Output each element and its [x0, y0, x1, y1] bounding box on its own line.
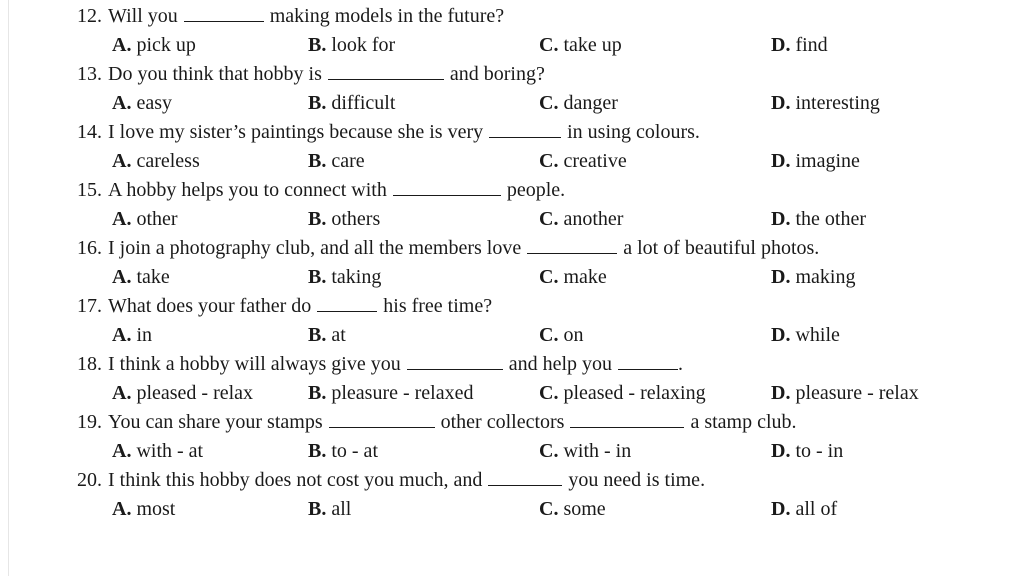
stem-text: and help you — [508, 353, 613, 375]
question-number: 19. — [77, 411, 102, 433]
question-15 — [0, 177, 1024, 235]
option-c: C. pleased - relaxing — [539, 382, 706, 404]
question-stem — [77, 119, 700, 145]
question-stem — [77, 235, 819, 261]
question-number: 14. — [77, 121, 102, 143]
stem-text: making models in the future? — [269, 5, 505, 27]
stem-text: other collectors — [440, 411, 565, 433]
option-a: A. in — [112, 324, 153, 346]
stem-text: his free time? — [383, 295, 493, 317]
option-d: D. imagine — [771, 150, 860, 172]
option-a: A. most — [112, 498, 176, 520]
option-a: A. pleased - relax — [112, 382, 254, 404]
option-d: D. the other — [771, 208, 866, 230]
question-stem — [77, 3, 504, 29]
option-b: B. pleasure - relaxed — [308, 382, 474, 404]
option-b: B. all — [308, 498, 352, 520]
stem-text: you need is time. — [568, 469, 706, 491]
stem-text: What does your father do — [108, 295, 312, 317]
answer-blank — [184, 5, 264, 22]
question-number: 16. — [77, 237, 102, 259]
stem-text: A hobby helps you to connect with — [108, 179, 387, 201]
option-b: B. look for — [308, 34, 396, 56]
option-a: A. with - at — [112, 440, 204, 462]
option-d: D. interesting — [771, 92, 880, 114]
option-d: D. find — [771, 34, 828, 56]
question-stem — [77, 177, 565, 203]
options-row — [0, 380, 1024, 406]
answer-blank — [328, 63, 444, 80]
stem-text: I think this hobby does not cost you much, and — [108, 469, 483, 491]
option-c: C. some — [539, 498, 606, 520]
question-stem — [77, 61, 545, 87]
option-c: C. with - in — [539, 440, 632, 462]
option-c: C. creative — [539, 150, 627, 172]
option-a: A. take — [112, 266, 170, 288]
question-number: 12. — [77, 5, 102, 27]
stem-text: in using colours. — [567, 121, 700, 143]
option-d: D. all of — [771, 498, 838, 520]
stem-text: I think a hobby will always give you — [108, 353, 401, 375]
option-b: B. difficult — [308, 92, 396, 114]
answer-blank — [488, 469, 562, 486]
question-13 — [0, 61, 1024, 119]
stem-text: Will you — [108, 5, 178, 27]
question-20 — [0, 467, 1024, 525]
option-c: C. on — [539, 324, 584, 346]
answer-blank — [527, 237, 617, 254]
options-row — [0, 90, 1024, 116]
question-19 — [0, 409, 1024, 467]
option-a: A. pick up — [112, 34, 196, 56]
stem-text: and boring? — [449, 63, 545, 85]
answer-blank — [329, 411, 435, 428]
option-c: C. make — [539, 266, 607, 288]
answer-blank — [489, 121, 561, 138]
stem-text: . — [678, 353, 684, 375]
options-row — [0, 148, 1024, 174]
option-a: A. careless — [112, 150, 200, 172]
options-row — [0, 496, 1024, 522]
options-row — [0, 438, 1024, 464]
option-b: B. taking — [308, 266, 382, 288]
question-number: 15. — [77, 179, 102, 201]
option-d: D. to - in — [771, 440, 844, 462]
stem-text: a lot of beautiful photos. — [623, 237, 820, 259]
answer-blank — [393, 179, 501, 196]
question-17 — [0, 293, 1024, 351]
answer-blank — [618, 353, 678, 370]
question-number: 13. — [77, 63, 102, 85]
option-d: D. pleasure - relax — [771, 382, 919, 404]
option-b: B. at — [308, 324, 346, 346]
option-c: C. danger — [539, 92, 618, 114]
answer-blank — [570, 411, 684, 428]
stem-text: people. — [506, 179, 566, 201]
options-row — [0, 32, 1024, 58]
option-b: B. others — [308, 208, 381, 230]
question-12 — [0, 3, 1024, 61]
question-stem — [77, 467, 705, 493]
question-16 — [0, 235, 1024, 293]
question-14 — [0, 119, 1024, 177]
stem-text: You can share your stamps — [108, 411, 323, 433]
option-d: D. while — [771, 324, 840, 346]
options-row — [0, 264, 1024, 290]
option-b: B. care — [308, 150, 365, 172]
question-number: 18. — [77, 353, 102, 375]
option-a: A. other — [112, 208, 178, 230]
option-b: B. to - at — [308, 440, 378, 462]
options-row — [0, 322, 1024, 348]
answer-blank — [407, 353, 503, 370]
stem-text: Do you think that hobby is — [108, 63, 322, 85]
stem-text: a stamp club. — [690, 411, 797, 433]
option-c: C. another — [539, 208, 624, 230]
question-stem — [77, 351, 683, 377]
question-18 — [0, 351, 1024, 409]
stem-text: I join a photography club, and all the members love — [108, 237, 522, 259]
answer-blank — [317, 295, 377, 312]
question-number: 20. — [77, 469, 102, 491]
question-stem — [77, 409, 797, 435]
option-d: D. making — [771, 266, 856, 288]
stem-text: I love my sister’s paintings because she is very — [108, 121, 484, 143]
option-c: C. take up — [539, 34, 622, 56]
options-row — [0, 206, 1024, 232]
option-a: A. easy — [112, 92, 172, 114]
question-stem — [77, 293, 492, 319]
question-number: 17. — [77, 295, 102, 317]
